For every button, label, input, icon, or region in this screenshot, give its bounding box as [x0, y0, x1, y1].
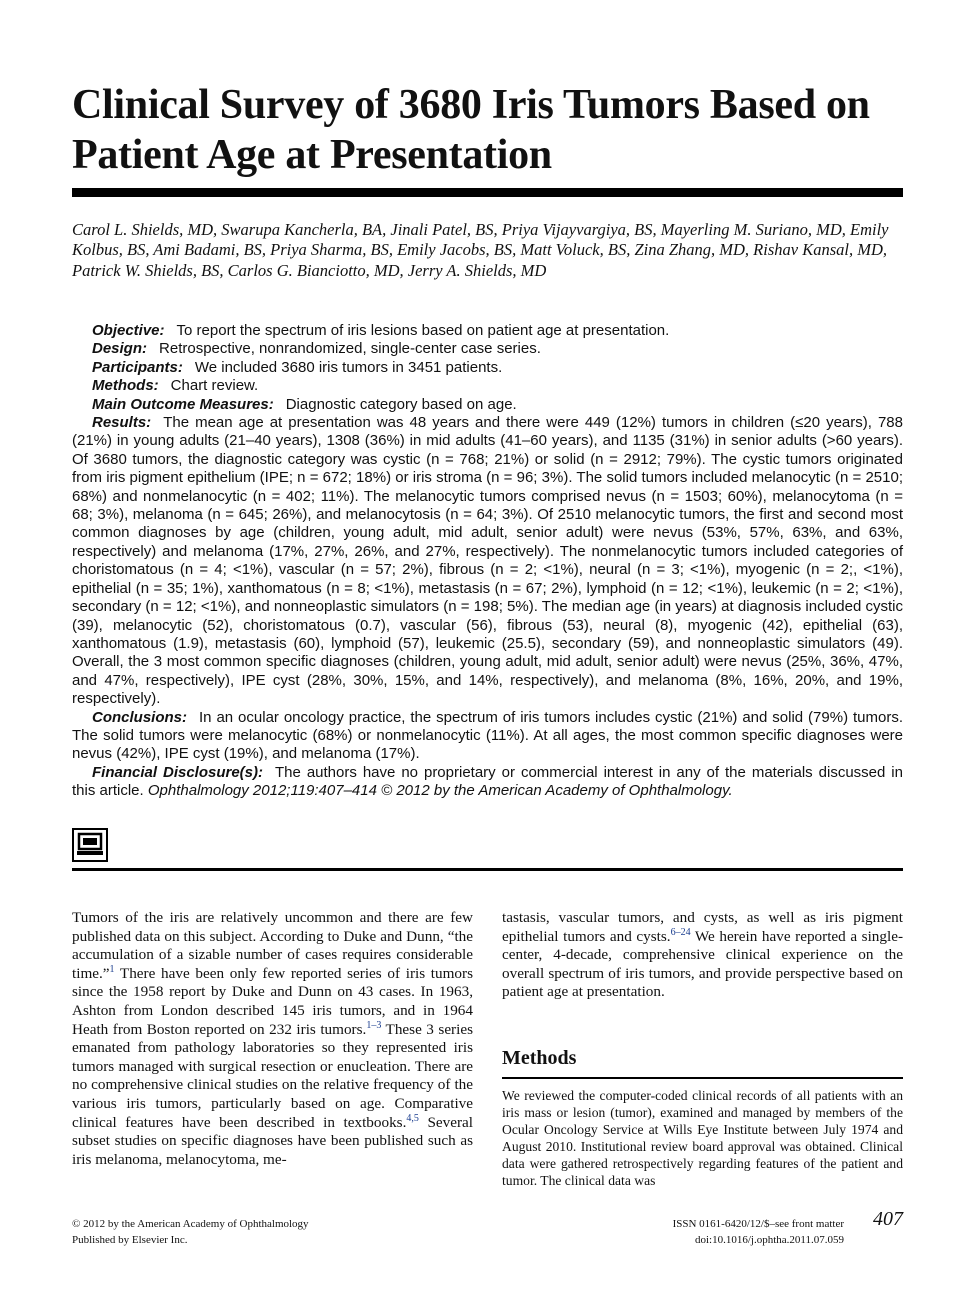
- computer-icon: [74, 830, 106, 860]
- design-text: Retrospective, nonrandomized, single-center case series.: [159, 340, 541, 358]
- reference-link-1[interactable]: 1: [109, 963, 115, 975]
- methods-label: Methods:: [92, 377, 159, 395]
- abstract-disclosure: [72, 764, 903, 801]
- results-label: Results:: [92, 414, 152, 432]
- outcome-text: Diagnostic category based on age.: [285, 395, 517, 413]
- author-list: Carol L. Shields, MD, Swarupa Kancherla, BA, Jinali Patel, BS, Priya Vijayvargiya, BS, Mayerling M. Suriano, MD, Emily Kolbus, BS, Ami Badami, BS, Priya Sharma, BS, Emily Jacobs, BS, Matt Voluck, BS, Zina Zhang, MD, Rishav Kansal, MD, Patrick W. Shields, BS, Carlos G. Bianciotto, MD, Jerry A. Shields, MD: [72, 220, 889, 280]
- footer-publisher: Published by Elsevier Inc.: [72, 1234, 188, 1246]
- footer-copyright: © 2012 by the American Academy of Ophthalmology: [72, 1218, 309, 1230]
- footer-doi[interactable]: doi:10.1016/j.ophtha.2011.07.059: [694, 1234, 844, 1246]
- footer-right: [673, 1216, 844, 1248]
- methods-paragraph: We reviewed the computer-coded clinical records of all patients with an iris mass or lesion (tumor), examined and managed by members of the Ocular Oncology Service at Wills Eye Institute between July 1974 and August 2010. Institutional review board approval was obtained. Clinical data were gathered retrospectively regarding features of the patient and tumor. The clinical data was: [502, 1088, 903, 1188]
- disclosure-label: Financial Disclosure(s):: [92, 763, 264, 781]
- citation-text: Ophthalmology 2012;119:407–414 © 2012 by the American Academy of Ophthalmology.: [147, 782, 733, 800]
- abstract-rule: [72, 868, 903, 871]
- title-rule: [72, 188, 903, 197]
- abstract-conclusions: [72, 709, 903, 764]
- footer-issn: ISSN 0161-6420/12/$–see front matter: [672, 1218, 844, 1230]
- abstract-results: [72, 414, 903, 709]
- participants-text: We included 3680 iris tumors in 3451 patients.: [194, 358, 503, 376]
- body-column-left: [72, 909, 473, 1169]
- conclusions-text: In an ocular oncology practice, the spectrum of iris tumors includes cystic (21%) and solid (79%) tumors. The solid tumors were melanocytic (68%) or nonmelanocytic (11%). At all ages, the most common specific diagnoses were nevus (42%), IPE cyst (19%), and melanoma (17%).: [72, 708, 903, 763]
- outcome-label: Main Outcome Measures:: [92, 395, 274, 413]
- reference-link-2[interactable]: 1–3: [366, 1019, 382, 1031]
- results-text: The mean age at presentation was 48 years and there were 449 (12%) tumors in children (≤20 years), 788 (21%) in young adults (21–40 years), 1308 (36%) in mid adults (41–60 years), and 1135 (31%) in senior adults (>60 years). Of 3680 tumors, the diagnostic category was cystic (n = 768; 21%) or solid (n = 2912; 79%). The cystic tumors originated from iris pigment epithelium (IPE; n = 672; 18%) or iris stroma (n = 96; 3%). The solid tumors included melanocytic (n = 2510; 68%) and nonmelanocytic (n = 402; 11%). The melanocytic tumors comprised nevus (n = 1503; 60%), melanocytoma (n = 68; 3%), melanoma (n = 645; 26%), and melanocytosis (n = 64; 3%). Of 2510 melanocytic tumors, the first and second most common diagnoses by age (children, young adult, mid adult, senior adult) were nevus (53%, 57%, 63%, and 63%, respectively) and melanoma (17%, 27%, 26%, and 27%, respectively). The nonmelanocytic tumors included categories of choristomatous (n = 4; <1%), vascular (n = 57; 2%), fibrous (n = 2; <1%), neural (n = 3; <1%), myogenic (n = 2;, <1%), epithelial (n = 35; 1%), xanthomatous (n = 8; <1%), metastasis (n = 67; 2%), lymphoid (n = 12; <1%), leukemic (n = 2; <1%), secondary (n = 12; <1%), and nonneoplastic simulators (n = 198; 5%). The median age (in years) at diagnosis included cystic (39), melanocytic (52), choristomatous (0.7), vascular (56), fibrous (53), neural (8), myogenic (42), epithelial (63), xanthomatous (1.9), metastasis (60), lymphoid (57), leukemic (25.5), secondary (59), and nonneoplastic simulators (49). Overall, the 3 most common specific diagnoses (children, young adult, mid adult, senior adult) were nevus (25%, 36%, 47%, and 47%, respectively), IPE cyst (28%, 30%, 15%, and 14%, respectively), and melanoma (8%, 16%, 20%, and 19%, respectively).: [72, 414, 903, 708]
- intro-text-4: Several subset studies on specific diagnoses have been published such as iris melanoma, melanocytoma, me-: [72, 1113, 473, 1168]
- intro-text-3: These 3 series emanated from pathology laboratories so they represented iris tumors managed with surgical resection or enucleation. There are no comprehensive clinical studies on the relative frequency of the various iris tumors, particularly based on age. Comparative clinical features have been described in textbooks.: [72, 1020, 473, 1131]
- intro-paragraph: [72, 909, 473, 1169]
- abstract-outcome: [72, 396, 903, 414]
- intro-text-2: There have been only few reported series of iris tumors since the 1958 report by Duke and Dunn on 43 cases. In 1963, Ashton from London described 145 iris tumors, and in 1964 Heath from Boston reported on 232 iris tumors.: [72, 964, 473, 1038]
- disclosure-text: The authors have no proprietary or commercial interest in any of the materials discussed in this article.: [72, 763, 903, 800]
- abstract-participants: [72, 359, 903, 377]
- participants-label: Participants:: [92, 358, 183, 376]
- online-content-icon[interactable]: [72, 828, 108, 862]
- footer-left: [72, 1216, 309, 1248]
- objective-label: Objective:: [92, 322, 165, 339]
- objective-text: To report the spectrum of iris lesions based on patient age at presentation.: [176, 322, 670, 339]
- abstract: [72, 322, 903, 801]
- reference-link-4[interactable]: 6–24: [670, 926, 691, 938]
- methods-heading: Methods: [502, 1047, 577, 1069]
- methods-text: Chart review.: [170, 377, 259, 395]
- methods-rule: [502, 1077, 903, 1079]
- abstract-design: [72, 340, 903, 358]
- abstract-objective: [72, 322, 903, 340]
- intro-continuation: [502, 909, 903, 1002]
- intro-text-5: tastasis, vascular tumors, and cysts, as well as iris pigment epithelial tumors and cysts.: [502, 909, 903, 945]
- conclusions-label: Conclusions:: [92, 708, 188, 726]
- reference-link-3[interactable]: 4,5: [406, 1112, 419, 1124]
- page-number: 407: [873, 1208, 903, 1230]
- methods-section: [502, 1087, 903, 1189]
- abstract-methods: [72, 377, 903, 395]
- article-title: Clinical Survey of 3680 Iris Tumors Based on Patient Age at Presentation: [72, 82, 870, 178]
- body-column-right: [502, 909, 903, 1002]
- design-label: Design:: [92, 340, 148, 358]
- intro-text-6: We herein have reported a single-center, 4-decade, comprehensive clinical experience on the overall spectrum of iris tumors, and provide perspective based on patient age at presentation.: [502, 927, 904, 1001]
- intro-text-1: Tumors of the iris are relatively uncommon and there are few published data on this subject. According to Duke and Dunn, “the accumulation of a sizable number of cases requires considerable time.”: [72, 909, 473, 982]
